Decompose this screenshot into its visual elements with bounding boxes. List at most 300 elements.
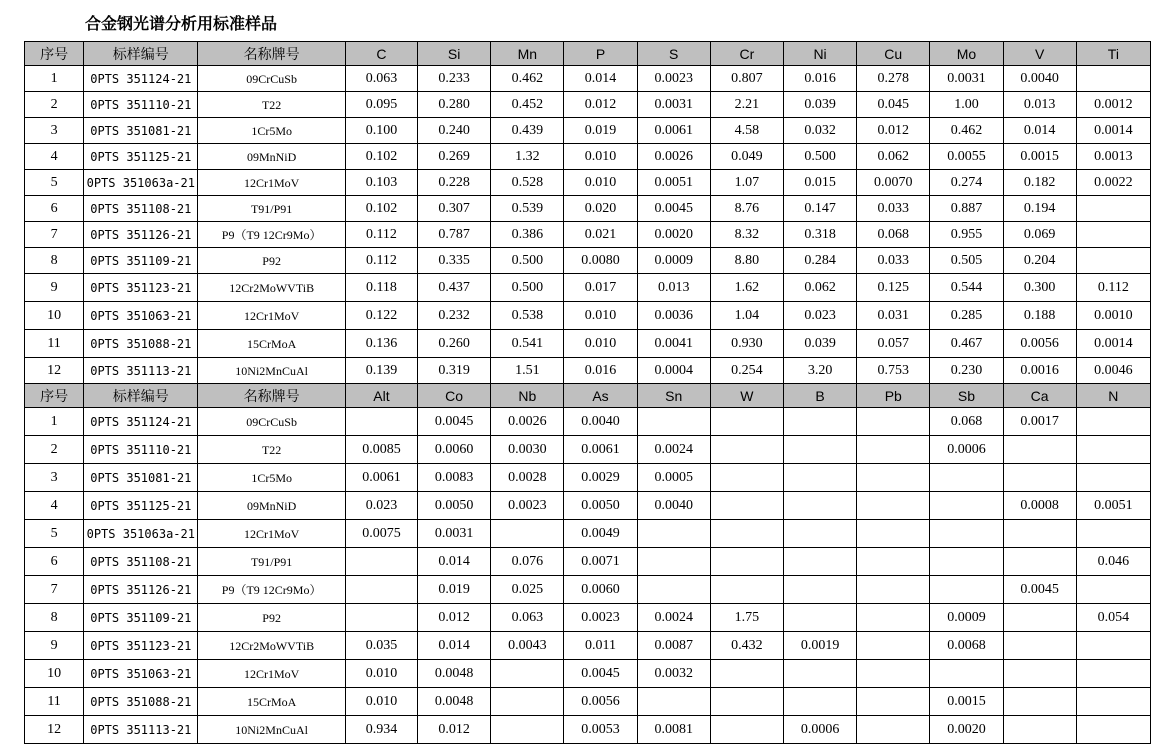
sample-code: 0PTS 351110-21 [84,92,198,118]
row-index: 10 [25,302,84,330]
element-value: 0.095 [345,92,417,118]
element-value: 0.032 [783,118,856,144]
table-row [25,604,1151,632]
element-value: 0.188 [1003,302,1076,330]
element-value [1003,716,1076,744]
element-value: 0.0024 [637,604,710,632]
element-value: 0.014 [1003,118,1076,144]
element-value [857,548,930,576]
element-value: 0.0008 [1003,492,1076,520]
element-value: 0.020 [564,196,637,222]
element-value: 0.0050 [418,492,491,520]
element-value: 0.934 [345,716,417,744]
element-value: 0.0045 [564,660,637,688]
element-value: 0.0031 [418,520,491,548]
element-value: 0.010 [345,660,417,688]
element-value: 0.0005 [637,464,710,492]
element-value: 0.0015 [930,688,1003,716]
element-value: 0.500 [491,274,564,302]
row-index: 3 [25,464,84,492]
row-index: 10 [25,660,84,688]
row-index: 8 [25,604,84,632]
sample-code: 0PTS 351110-21 [84,436,198,464]
table-row [25,92,1151,118]
element-value: 0.467 [930,330,1003,358]
element-value: 0.0014 [1076,330,1150,358]
element-value [1076,436,1150,464]
element-value: 0.0031 [930,66,1003,92]
element-value: 0.462 [491,66,564,92]
element-value: 0.240 [418,118,491,144]
element-value: 0.014 [418,632,491,660]
row-index: 9 [25,632,84,660]
element-value: 0.0048 [418,688,491,716]
element-value [857,492,930,520]
grade-name: 12Cr1MoV [198,520,345,548]
element-value: 0.102 [345,144,417,170]
column-header: Mn [491,42,564,66]
table-row [25,196,1151,222]
element-value [491,520,564,548]
element-value: 0.0023 [637,66,710,92]
element-value: 0.100 [345,118,417,144]
element-value: 0.194 [1003,196,1076,222]
grade-name: 12Cr1MoV [198,302,345,330]
element-value: 0.068 [930,408,1003,436]
element-value: 0.182 [1003,170,1076,196]
column-header: 标样编号 [84,384,198,408]
element-value: 0.539 [491,196,564,222]
column-header: Ti [1076,42,1150,66]
grade-name: T91/P91 [198,196,345,222]
column-header: 标样编号 [84,42,198,66]
element-value: 0.139 [345,358,417,384]
column-header: C [345,42,417,66]
column-header: Mo [930,42,1003,66]
element-value: 0.0009 [637,248,710,274]
element-value [710,408,783,436]
element-value: 0.807 [710,66,783,92]
grade-name: 12Cr1MoV [198,170,345,196]
element-value: 0.233 [418,66,491,92]
element-value: 0.010 [564,330,637,358]
column-header: Sn [637,384,710,408]
element-value: 0.887 [930,196,1003,222]
element-value: 0.228 [418,170,491,196]
element-value: 0.505 [930,248,1003,274]
element-value [783,436,856,464]
element-value: 0.0009 [930,604,1003,632]
element-value: 0.278 [857,66,930,92]
element-value: 0.019 [564,118,637,144]
element-value: 0.0032 [637,660,710,688]
element-value: 0.0017 [1003,408,1076,436]
row-index: 3 [25,118,84,144]
column-header: As [564,384,637,408]
element-value: 0.386 [491,222,564,248]
element-value [345,408,417,436]
grade-name: 09MnNiD [198,492,345,520]
sample-code: 0PTS 351088-21 [84,688,198,716]
element-value: 0.118 [345,274,417,302]
grade-name: 09CrCuSb [198,66,345,92]
element-value: 0.0016 [1003,358,1076,384]
element-value: 0.269 [418,144,491,170]
element-value: 0.0041 [637,330,710,358]
element-value: 0.0026 [491,408,564,436]
element-value: 0.019 [418,576,491,604]
element-value [857,436,930,464]
element-value: 0.0081 [637,716,710,744]
element-value: 0.0020 [930,716,1003,744]
element-value [783,492,856,520]
column-header: V [1003,42,1076,66]
row-index: 4 [25,144,84,170]
element-value: 0.0022 [1076,170,1150,196]
table-row [25,274,1151,302]
row-index: 2 [25,436,84,464]
element-value: 0.0080 [564,248,637,274]
element-value [1076,408,1150,436]
element-value: 0.753 [857,358,930,384]
column-header: Alt [345,384,417,408]
element-value [930,520,1003,548]
element-value: 0.0012 [1076,92,1150,118]
element-value: 0.285 [930,302,1003,330]
element-value [783,660,856,688]
sample-code: 0PTS 351063-21 [84,302,198,330]
element-value: 0.049 [710,144,783,170]
row-index: 1 [25,66,84,92]
table-row [25,576,1151,604]
element-value [1003,464,1076,492]
element-value: 0.023 [345,492,417,520]
element-value [710,464,783,492]
element-value: 0.0045 [637,196,710,222]
sample-code: 0PTS 351063-21 [84,660,198,688]
element-value [637,548,710,576]
row-index: 1 [25,408,84,436]
element-value: 0.0040 [637,492,710,520]
element-value [930,464,1003,492]
row-index: 4 [25,492,84,520]
standard-samples-table [24,41,1151,744]
column-header: N [1076,384,1150,408]
column-header: Cr [710,42,783,66]
element-value: 0.0071 [564,548,637,576]
column-header: 序号 [25,42,84,66]
grade-name: 09MnNiD [198,144,345,170]
element-value: 0.500 [783,144,856,170]
element-value: 0.0068 [930,632,1003,660]
element-value: 1.04 [710,302,783,330]
element-value: 0.0028 [491,464,564,492]
element-value: 0.102 [345,196,417,222]
element-value: 0.0013 [1076,144,1150,170]
element-value: 0.012 [418,716,491,744]
element-value [1076,576,1150,604]
element-value: 0.010 [564,144,637,170]
column-header: P [564,42,637,66]
element-value: 0.031 [857,302,930,330]
element-value [345,576,417,604]
grade-name: T22 [198,436,345,464]
element-value: 0.319 [418,358,491,384]
row-index: 9 [25,274,84,302]
element-value: 0.103 [345,170,417,196]
element-value: 0.011 [564,632,637,660]
element-value: 0.0045 [1003,576,1076,604]
element-value: 0.035 [345,632,417,660]
row-index: 6 [25,548,84,576]
element-value [783,576,856,604]
element-value [783,688,856,716]
element-value [857,408,930,436]
element-value [1076,464,1150,492]
element-value: 0.046 [1076,548,1150,576]
element-value: 0.010 [345,688,417,716]
sample-code: 0PTS 351125-21 [84,492,198,520]
element-value: 0.284 [783,248,856,274]
element-value: 0.0083 [418,464,491,492]
grade-name: 12Cr1MoV [198,660,345,688]
element-value [1076,66,1150,92]
grade-name: 12Cr2MoWVTiB [198,632,345,660]
page-title: 合金钢光谱分析用标准样品 [85,14,278,33]
element-value: 0.014 [418,548,491,576]
element-value [783,604,856,632]
element-value: 0.0061 [564,436,637,464]
sample-code: 0PTS 351063a-21 [84,170,198,196]
column-header: Nb [491,384,564,408]
element-value: 0.0049 [564,520,637,548]
element-value: 0.0023 [491,492,564,520]
element-value: 0.955 [930,222,1003,248]
element-value [1076,222,1150,248]
sample-code: 0PTS 351113-21 [84,716,198,744]
element-value: 0.0087 [637,632,710,660]
element-value [1076,248,1150,274]
element-value [930,548,1003,576]
element-value [783,520,856,548]
element-value: 0.013 [637,274,710,302]
element-value [1003,632,1076,660]
element-value: 0.076 [491,548,564,576]
element-value: 0.033 [857,196,930,222]
element-value [491,716,564,744]
sample-code: 0PTS 351126-21 [84,222,198,248]
table-row [25,248,1151,274]
element-value: 0.541 [491,330,564,358]
element-value: 0.021 [564,222,637,248]
element-value [857,632,930,660]
element-value: 0.335 [418,248,491,274]
row-index: 11 [25,688,84,716]
element-value [857,716,930,744]
element-value: 1.07 [710,170,783,196]
sample-code: 0PTS 351108-21 [84,196,198,222]
element-value: 0.437 [418,274,491,302]
element-value: 0.0010 [1076,302,1150,330]
element-value: 0.0015 [1003,144,1076,170]
grade-name: T91/P91 [198,548,345,576]
element-value: 0.023 [783,302,856,330]
element-value: 0.039 [783,330,856,358]
header-row-2 [25,384,1151,408]
sample-code: 0PTS 351081-21 [84,464,198,492]
element-value [1003,660,1076,688]
element-value: 0.0045 [418,408,491,436]
element-value [491,660,564,688]
element-value: 0.054 [1076,604,1150,632]
element-value: 0.025 [491,576,564,604]
element-value: 1.51 [491,358,564,384]
element-value: 0.062 [857,144,930,170]
element-value: 0.069 [1003,222,1076,248]
element-value: 0.0024 [637,436,710,464]
element-value: 0.016 [783,66,856,92]
element-value [783,464,856,492]
element-value: 2.21 [710,92,783,118]
element-value [710,716,783,744]
element-value: 0.528 [491,170,564,196]
element-value: 0.432 [710,632,783,660]
grade-name: 1Cr5Mo [198,118,345,144]
element-value: 0.0085 [345,436,417,464]
table-row [25,408,1151,436]
column-header: 名称牌号 [198,384,345,408]
sample-code: 0PTS 351109-21 [84,604,198,632]
element-value: 0.0006 [783,716,856,744]
element-value [857,688,930,716]
sample-code: 0PTS 351088-21 [84,330,198,358]
element-value [930,660,1003,688]
element-value [345,604,417,632]
column-header: Co [418,384,491,408]
element-value: 0.544 [930,274,1003,302]
element-value: 0.307 [418,196,491,222]
table-row [25,548,1151,576]
column-header: Si [418,42,491,66]
element-value: 0.0060 [564,576,637,604]
element-value: 0.0070 [857,170,930,196]
table-row [25,222,1151,248]
element-value: 0.010 [564,170,637,196]
element-value: 0.0053 [564,716,637,744]
element-value [1003,548,1076,576]
sample-code: 0PTS 351109-21 [84,248,198,274]
element-value [710,492,783,520]
element-value: 0.260 [418,330,491,358]
element-value: 0.017 [564,274,637,302]
element-value: 0.0031 [637,92,710,118]
element-value: 0.068 [857,222,930,248]
element-value [857,520,930,548]
element-value: 0.0023 [564,604,637,632]
table-row [25,464,1151,492]
element-value [857,576,930,604]
row-index: 12 [25,716,84,744]
element-value: 0.0004 [637,358,710,384]
element-value: 0.0026 [637,144,710,170]
grade-name: 10Ni2MnCuAl [198,358,345,384]
element-value: 0.452 [491,92,564,118]
element-value [857,660,930,688]
grade-name: 12Cr2MoWVTiB [198,274,345,302]
element-value: 1.62 [710,274,783,302]
table-row [25,170,1151,196]
table-row [25,358,1151,384]
element-value: 0.0056 [564,688,637,716]
element-value: 0.0040 [1003,66,1076,92]
element-value: 4.58 [710,118,783,144]
element-value: 0.0020 [637,222,710,248]
element-value: 0.112 [345,222,417,248]
row-index: 6 [25,196,84,222]
element-value [930,492,1003,520]
element-value: 0.0050 [564,492,637,520]
element-value: 0.204 [1003,248,1076,274]
element-value: 0.062 [783,274,856,302]
grade-name: 10Ni2MnCuAl [198,716,345,744]
element-value [1076,632,1150,660]
grade-name: T22 [198,92,345,118]
sample-code: 0PTS 351063a-21 [84,520,198,548]
element-value: 0.300 [1003,274,1076,302]
element-value [1076,688,1150,716]
table-row [25,688,1151,716]
element-value: 1.75 [710,604,783,632]
element-value [710,576,783,604]
element-value [710,436,783,464]
element-value [1003,520,1076,548]
element-value: 0.232 [418,302,491,330]
element-value: 0.538 [491,302,564,330]
table-row [25,520,1151,548]
element-value [1076,660,1150,688]
element-value: 0.012 [418,604,491,632]
column-header: 名称牌号 [198,42,345,66]
element-value: 0.0051 [637,170,710,196]
element-value [857,604,930,632]
header-row-1 [25,42,1151,66]
element-value [783,408,856,436]
sample-code: 0PTS 351113-21 [84,358,198,384]
sample-code: 0PTS 351081-21 [84,118,198,144]
row-index: 11 [25,330,84,358]
element-value: 0.039 [783,92,856,118]
table-row [25,302,1151,330]
element-value: 0.500 [491,248,564,274]
row-index: 7 [25,222,84,248]
element-value: 0.125 [857,274,930,302]
element-value: 0.063 [491,604,564,632]
element-value: 0.013 [1003,92,1076,118]
element-value [637,688,710,716]
grade-name: P9（T9 12Cr9Mo） [198,576,345,604]
element-value [783,548,856,576]
element-value: 0.057 [857,330,930,358]
element-value: 8.80 [710,248,783,274]
element-value: 0.280 [418,92,491,118]
element-value: 0.012 [564,92,637,118]
grade-name: P92 [198,248,345,274]
sample-code: 0PTS 351123-21 [84,274,198,302]
element-value [345,548,417,576]
sample-code: 0PTS 351108-21 [84,548,198,576]
element-value: 0.122 [345,302,417,330]
element-value: 0.010 [564,302,637,330]
